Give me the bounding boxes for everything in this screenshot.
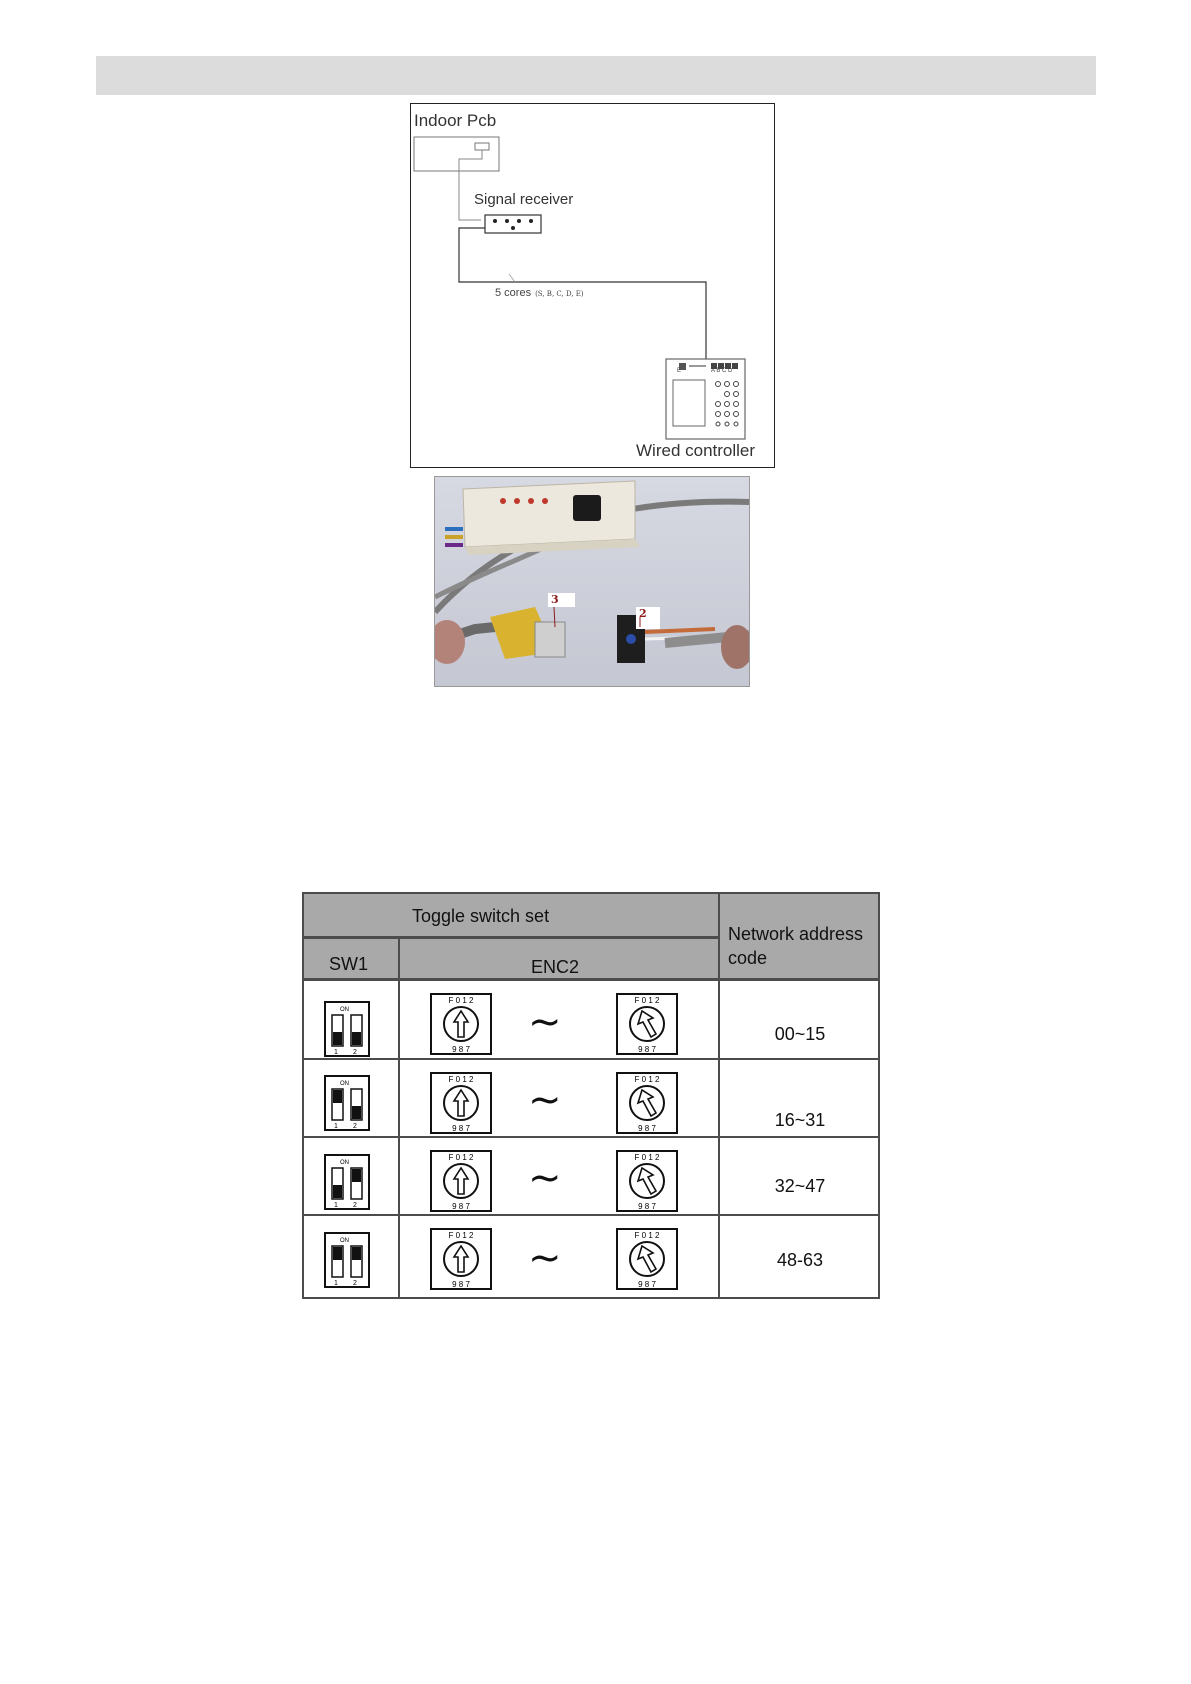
wiring-diagram: [410, 103, 775, 468]
wired-controller-label: Wired controller: [636, 441, 756, 460]
svg-text:1: 1: [334, 1202, 338, 1209]
range-tilde-row-4: ~: [528, 1235, 562, 1281]
rotary-switch-end-row-1: [616, 993, 678, 1055]
address-code-row-3: 32~47: [774, 1176, 826, 1196]
header-sw1: SW1: [329, 954, 369, 974]
connector-photo: [434, 476, 750, 687]
svg-text:9 8 7: 9 8 7: [452, 1124, 470, 1133]
svg-text:2: 2: [353, 1280, 357, 1287]
rotary-switch-end-row-3: [616, 1150, 678, 1212]
rotary-switch-start-row-3: [430, 1150, 492, 1212]
svg-text:F 0 1 2: F 0 1 2: [448, 1231, 474, 1240]
dip-on-label: ON: [340, 1007, 349, 1013]
cores-label: [495, 287, 584, 299]
svg-text:1: 1: [334, 1049, 338, 1056]
svg-text:F 0 1 2: F 0 1 2: [634, 1075, 660, 1084]
svg-text:1: 1: [334, 1280, 338, 1287]
svg-text:9 8 7: 9 8 7: [638, 1280, 656, 1289]
svg-text:F 0 1 2: F 0 1 2: [634, 1153, 660, 1162]
svg-text:2: 2: [353, 1202, 357, 1209]
controller-terminal-abcd: A B C D: [711, 368, 733, 374]
header-enc2: ENC2: [531, 957, 580, 977]
svg-text:F 0 1 2: F 0 1 2: [634, 996, 660, 1005]
svg-text:ON: ON: [340, 1238, 349, 1244]
rotary-switch-start-row-4: [430, 1228, 492, 1290]
range-tilde-row-1: ~: [528, 999, 562, 1045]
svg-text:F 0 1 2: F 0 1 2: [634, 1231, 660, 1240]
svg-text:ON: ON: [340, 1081, 349, 1087]
svg-text:1: 1: [334, 1123, 338, 1130]
rotary-switch-end-row-4: [616, 1228, 678, 1290]
rotary-switch-start-row-1: [430, 993, 492, 1055]
controller-terminal-e: E: [677, 368, 682, 374]
range-tilde-row-3: ~: [528, 1155, 562, 1201]
dip-switch-row-4: [324, 1232, 370, 1288]
rotary-switch-start-row-2: [430, 1072, 492, 1134]
svg-text:9 8 7: 9 8 7: [452, 1045, 470, 1054]
svg-text:2: 2: [353, 1123, 357, 1130]
rotary-switch-end-row-2: [616, 1072, 678, 1134]
indoor-pcb-label: Indoor Pcb: [414, 111, 497, 130]
range-tilde-row-2: ~: [528, 1077, 562, 1123]
header-network-address-code: Network address code: [728, 924, 864, 968]
photo-label-2: 2: [639, 607, 647, 620]
dip-switch-row-3: [324, 1154, 370, 1210]
cores-text: 5 cores: [495, 287, 532, 299]
svg-text:9 8 7: 9 8 7: [638, 1124, 656, 1133]
svg-text:9 8 7: 9 8 7: [638, 1202, 656, 1211]
svg-text:2: 2: [353, 1049, 357, 1056]
address-code-row-2: 16~31: [774, 1110, 826, 1130]
header-bar: [96, 56, 1096, 95]
svg-text:F 0 1 2: F 0 1 2: [448, 1153, 474, 1162]
svg-text:9 8 7: 9 8 7: [452, 1202, 470, 1211]
svg-text:9 8 7: 9 8 7: [452, 1280, 470, 1289]
dip-switch-row-2: [324, 1075, 370, 1131]
cores-detail: (S, B, C, D, E): [535, 290, 584, 298]
svg-text:9 8 7: 9 8 7: [638, 1045, 656, 1054]
signal-receiver-label: Signal receiver: [474, 191, 574, 208]
address-code-row-1: 00~15: [774, 1024, 826, 1044]
svg-text:F 0 1 2: F 0 1 2: [448, 996, 474, 1005]
header-toggle-switch-set: Toggle switch set: [412, 906, 550, 926]
dip-switch-row-1: [324, 1001, 370, 1057]
photo-label-3: 3: [551, 593, 559, 606]
address-code-row-4: 48-63: [776, 1250, 824, 1270]
svg-text:ON: ON: [340, 1160, 349, 1166]
svg-text:F 0 1 2: F 0 1 2: [448, 1075, 474, 1084]
address-switch-table: [302, 892, 880, 1299]
